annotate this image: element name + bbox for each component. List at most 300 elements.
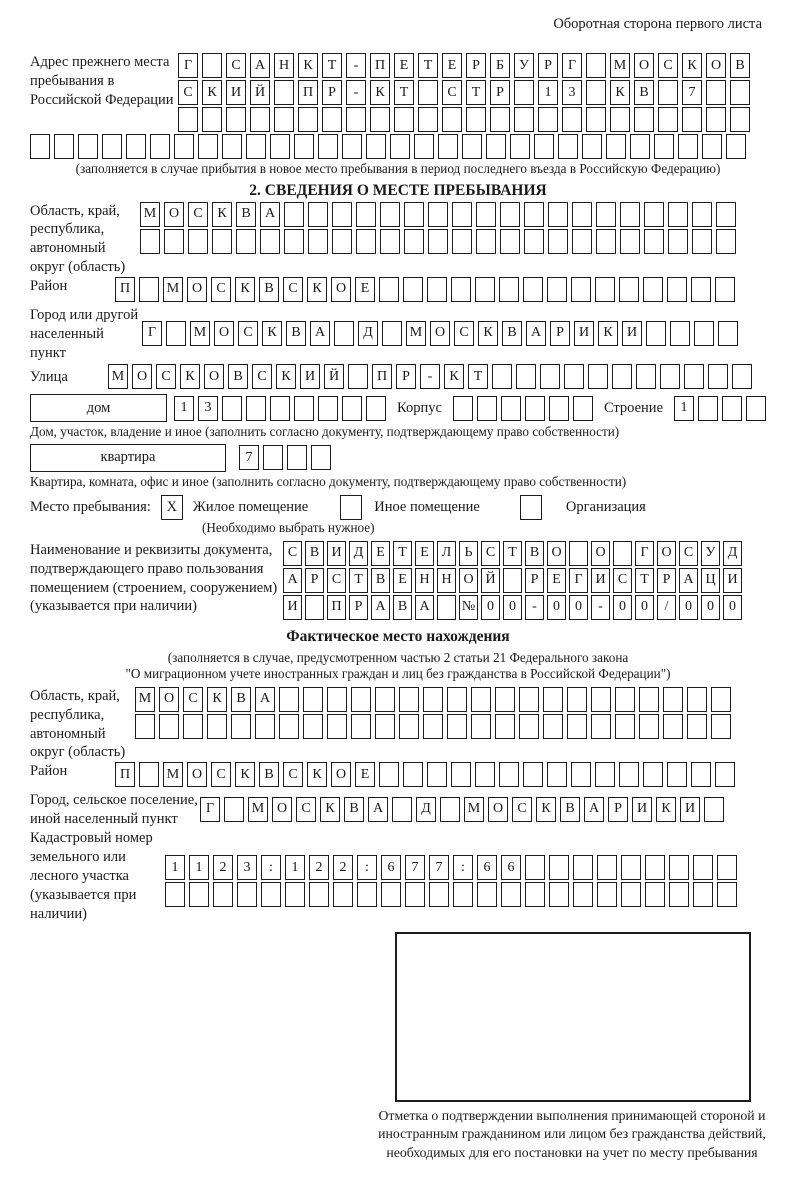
char-cell[interactable]: С <box>188 202 208 227</box>
char-cell[interactable] <box>549 396 569 421</box>
char-cell[interactable]: С <box>238 321 258 346</box>
char-cell[interactable]: Р <box>466 53 486 78</box>
char-cell[interactable]: Е <box>355 277 375 302</box>
char-cell[interactable]: И <box>574 321 594 346</box>
char-cell[interactable]: К <box>298 53 318 78</box>
char-cell[interactable]: С <box>156 364 176 389</box>
char-cell[interactable]: К <box>262 321 282 346</box>
char-cell[interactable] <box>139 277 159 302</box>
char-cell[interactable] <box>514 107 534 132</box>
char-cell[interactable] <box>255 714 275 739</box>
char-cell[interactable] <box>596 202 616 227</box>
char-cell[interactable] <box>567 714 587 739</box>
char-cell[interactable] <box>476 202 496 227</box>
char-cell[interactable] <box>586 80 606 105</box>
char-cell[interactable]: 7 <box>429 855 449 880</box>
char-cell[interactable] <box>428 229 448 254</box>
char-cell[interactable]: Т <box>468 364 488 389</box>
char-cell[interactable] <box>591 687 611 712</box>
char-cell[interactable] <box>380 229 400 254</box>
char-cell[interactable] <box>646 321 666 346</box>
char-cell[interactable] <box>663 687 683 712</box>
checkbox-residential[interactable]: X <box>161 495 183 520</box>
char-cell[interactable] <box>571 277 591 302</box>
char-cell[interactable]: 1 <box>674 396 694 421</box>
char-cell[interactable] <box>549 855 569 880</box>
char-cell[interactable] <box>726 134 746 159</box>
char-cell[interactable]: Т <box>466 80 486 105</box>
char-cell[interactable]: 3 <box>237 855 257 880</box>
char-cell[interactable] <box>718 321 738 346</box>
char-cell[interactable] <box>717 882 737 907</box>
char-cell[interactable] <box>525 855 545 880</box>
char-cell[interactable] <box>639 687 659 712</box>
char-cell[interactable]: 0 <box>503 595 522 620</box>
char-cell[interactable] <box>189 882 209 907</box>
char-cell[interactable] <box>390 134 410 159</box>
char-cell[interactable]: А <box>368 797 388 822</box>
char-cell[interactable] <box>501 882 521 907</box>
char-cell[interactable]: О <box>488 797 508 822</box>
char-cell[interactable]: Р <box>525 568 544 593</box>
char-cell[interactable]: И <box>327 541 346 566</box>
char-cell[interactable] <box>351 687 371 712</box>
char-cell[interactable]: С <box>442 80 462 105</box>
char-cell[interactable] <box>668 229 688 254</box>
char-cell[interactable] <box>452 229 472 254</box>
char-cell[interactable]: Г <box>142 321 162 346</box>
char-cell[interactable] <box>716 229 736 254</box>
char-cell[interactable]: № <box>459 595 478 620</box>
char-cell[interactable]: К <box>610 80 630 105</box>
char-cell[interactable] <box>582 134 602 159</box>
char-cell[interactable] <box>660 364 680 389</box>
char-cell[interactable] <box>237 882 257 907</box>
char-cell[interactable]: В <box>259 277 279 302</box>
char-cell[interactable]: - <box>346 53 366 78</box>
char-cell[interactable]: О <box>657 541 676 566</box>
char-cell[interactable] <box>503 568 522 593</box>
char-cell[interactable] <box>519 687 539 712</box>
char-cell[interactable] <box>510 134 530 159</box>
char-cell[interactable] <box>440 797 460 822</box>
char-cell[interactable]: Ц <box>701 568 720 593</box>
char-cell[interactable]: Т <box>349 568 368 593</box>
char-cell[interactable]: К <box>307 762 327 787</box>
char-cell[interactable]: К <box>478 321 498 346</box>
char-cell[interactable] <box>404 202 424 227</box>
char-cell[interactable] <box>471 687 491 712</box>
char-cell[interactable] <box>357 882 377 907</box>
char-cell[interactable] <box>708 364 728 389</box>
char-cell[interactable]: 1 <box>538 80 558 105</box>
char-cell[interactable] <box>183 714 203 739</box>
char-cell[interactable]: Д <box>723 541 742 566</box>
char-cell[interactable] <box>682 107 702 132</box>
char-cell[interactable]: В <box>305 541 324 566</box>
char-cell[interactable] <box>428 202 448 227</box>
char-cell[interactable] <box>693 855 713 880</box>
char-cell[interactable] <box>667 762 687 787</box>
char-cell[interactable] <box>516 364 536 389</box>
char-cell[interactable] <box>150 134 170 159</box>
char-cell[interactable]: О <box>634 53 654 78</box>
char-cell[interactable] <box>534 134 554 159</box>
char-cell[interactable] <box>621 882 641 907</box>
char-cell[interactable] <box>564 364 584 389</box>
char-cell[interactable] <box>466 107 486 132</box>
char-cell[interactable]: О <box>459 568 478 593</box>
char-cell[interactable] <box>451 762 471 787</box>
char-cell[interactable]: 3 <box>562 80 582 105</box>
char-cell[interactable] <box>586 53 606 78</box>
char-cell[interactable]: В <box>286 321 306 346</box>
char-cell[interactable] <box>586 107 606 132</box>
char-cell[interactable]: 0 <box>547 595 566 620</box>
char-cell[interactable]: Т <box>322 53 342 78</box>
char-cell[interactable] <box>597 882 617 907</box>
char-cell[interactable]: С <box>481 541 500 566</box>
char-cell[interactable] <box>442 107 462 132</box>
char-cell[interactable] <box>597 855 617 880</box>
char-cell[interactable] <box>732 364 752 389</box>
char-cell[interactable] <box>382 321 402 346</box>
char-cell[interactable] <box>263 445 283 470</box>
char-cell[interactable]: О <box>547 541 566 566</box>
char-cell[interactable] <box>717 855 737 880</box>
char-cell[interactable]: Е <box>355 762 375 787</box>
char-cell[interactable] <box>334 321 354 346</box>
char-cell[interactable] <box>619 277 639 302</box>
char-cell[interactable]: Й <box>250 80 270 105</box>
char-cell[interactable]: А <box>255 687 275 712</box>
char-cell[interactable]: Д <box>358 321 378 346</box>
char-cell[interactable] <box>279 714 299 739</box>
char-cell[interactable]: М <box>610 53 630 78</box>
char-cell[interactable]: Д <box>416 797 436 822</box>
char-cell[interactable]: Р <box>657 568 676 593</box>
char-cell[interactable] <box>612 364 632 389</box>
char-cell[interactable]: Й <box>324 364 344 389</box>
char-cell[interactable] <box>309 882 329 907</box>
char-cell[interactable]: М <box>464 797 484 822</box>
char-cell[interactable]: Р <box>396 364 416 389</box>
char-cell[interactable]: П <box>115 762 135 787</box>
char-cell[interactable] <box>453 396 473 421</box>
char-cell[interactable] <box>231 714 251 739</box>
char-cell[interactable] <box>722 396 742 421</box>
char-cell[interactable]: К <box>307 277 327 302</box>
char-cell[interactable] <box>658 107 678 132</box>
char-cell[interactable]: К <box>444 364 464 389</box>
char-cell[interactable] <box>427 277 447 302</box>
char-cell[interactable] <box>303 714 323 739</box>
char-cell[interactable]: 2 <box>333 855 353 880</box>
char-cell[interactable] <box>438 134 458 159</box>
char-cell[interactable]: К <box>235 277 255 302</box>
char-cell[interactable]: - <box>346 80 366 105</box>
char-cell[interactable] <box>327 714 347 739</box>
char-cell[interactable] <box>164 229 184 254</box>
char-cell[interactable]: О <box>272 797 292 822</box>
char-cell[interactable] <box>285 882 305 907</box>
char-cell[interactable] <box>236 229 256 254</box>
char-cell[interactable] <box>524 202 544 227</box>
char-cell[interactable]: Д <box>349 541 368 566</box>
char-cell[interactable] <box>451 277 471 302</box>
char-cell[interactable]: Ь <box>459 541 478 566</box>
char-cell[interactable]: О <box>132 364 152 389</box>
char-cell[interactable] <box>423 714 443 739</box>
char-cell[interactable] <box>543 687 563 712</box>
char-cell[interactable] <box>78 134 98 159</box>
char-cell[interactable]: Р <box>322 80 342 105</box>
char-cell[interactable]: Н <box>415 568 434 593</box>
char-cell[interactable] <box>303 687 323 712</box>
char-cell[interactable] <box>392 797 412 822</box>
char-cell[interactable] <box>704 797 724 822</box>
char-cell[interactable]: Р <box>490 80 510 105</box>
char-cell[interactable]: : <box>357 855 377 880</box>
char-cell[interactable] <box>342 134 362 159</box>
char-cell[interactable] <box>573 882 593 907</box>
char-cell[interactable] <box>595 762 615 787</box>
char-cell[interactable]: Р <box>538 53 558 78</box>
char-cell[interactable] <box>591 714 611 739</box>
char-cell[interactable]: В <box>259 762 279 787</box>
char-cell[interactable]: И <box>283 595 302 620</box>
char-cell[interactable] <box>222 134 242 159</box>
char-cell[interactable]: И <box>680 797 700 822</box>
char-cell[interactable] <box>500 202 520 227</box>
char-cell[interactable]: М <box>163 762 183 787</box>
char-cell[interactable] <box>643 762 663 787</box>
char-cell[interactable]: 3 <box>198 396 218 421</box>
char-cell[interactable] <box>477 882 497 907</box>
char-cell[interactable]: Г <box>178 53 198 78</box>
char-cell[interactable]: 6 <box>501 855 521 880</box>
char-cell[interactable] <box>613 541 632 566</box>
char-cell[interactable] <box>404 229 424 254</box>
char-cell[interactable] <box>202 107 222 132</box>
char-cell[interactable] <box>499 762 519 787</box>
char-cell[interactable] <box>246 396 266 421</box>
char-cell[interactable]: Е <box>415 541 434 566</box>
char-cell[interactable] <box>572 202 592 227</box>
char-cell[interactable] <box>490 107 510 132</box>
char-cell[interactable] <box>375 714 395 739</box>
char-cell[interactable]: 0 <box>679 595 698 620</box>
char-cell[interactable]: П <box>298 80 318 105</box>
char-cell[interactable] <box>572 229 592 254</box>
char-cell[interactable] <box>610 107 630 132</box>
char-cell[interactable] <box>403 277 423 302</box>
char-cell[interactable]: Й <box>481 568 500 593</box>
char-cell[interactable] <box>543 714 563 739</box>
char-cell[interactable] <box>524 229 544 254</box>
char-cell[interactable] <box>207 714 227 739</box>
char-cell[interactable]: М <box>190 321 210 346</box>
char-cell[interactable] <box>615 687 635 712</box>
char-cell[interactable] <box>519 714 539 739</box>
char-cell[interactable] <box>226 107 246 132</box>
char-cell[interactable]: В <box>371 568 390 593</box>
char-cell[interactable] <box>573 396 593 421</box>
char-cell[interactable] <box>294 396 314 421</box>
char-cell[interactable]: В <box>634 80 654 105</box>
char-cell[interactable]: И <box>591 568 610 593</box>
char-cell[interactable]: В <box>236 202 256 227</box>
char-cell[interactable] <box>333 882 353 907</box>
char-cell[interactable] <box>213 882 233 907</box>
char-cell[interactable] <box>294 134 314 159</box>
char-cell[interactable]: П <box>372 364 392 389</box>
char-cell[interactable] <box>668 202 688 227</box>
char-cell[interactable] <box>135 714 155 739</box>
char-cell[interactable] <box>298 107 318 132</box>
char-cell[interactable] <box>477 396 497 421</box>
char-cell[interactable] <box>588 364 608 389</box>
char-cell[interactable] <box>547 762 567 787</box>
char-cell[interactable] <box>375 687 395 712</box>
char-cell[interactable]: О <box>187 762 207 787</box>
char-cell[interactable] <box>327 687 347 712</box>
char-cell[interactable]: О <box>187 277 207 302</box>
char-cell[interactable] <box>486 134 506 159</box>
char-cell[interactable]: А <box>415 595 434 620</box>
char-cell[interactable] <box>399 714 419 739</box>
char-cell[interactable]: К <box>212 202 232 227</box>
char-cell[interactable] <box>351 714 371 739</box>
char-cell[interactable]: - <box>591 595 610 620</box>
char-cell[interactable]: 7 <box>405 855 425 880</box>
char-cell[interactable] <box>525 396 545 421</box>
char-cell[interactable]: К <box>276 364 296 389</box>
char-cell[interactable] <box>687 714 707 739</box>
char-cell[interactable]: Н <box>274 53 294 78</box>
char-cell[interactable] <box>418 107 438 132</box>
char-cell[interactable] <box>274 80 294 105</box>
char-cell[interactable]: К <box>235 762 255 787</box>
char-cell[interactable]: С <box>679 541 698 566</box>
char-cell[interactable] <box>287 445 307 470</box>
char-cell[interactable] <box>370 107 390 132</box>
char-cell[interactable] <box>305 595 324 620</box>
char-cell[interactable]: А <box>310 321 330 346</box>
char-cell[interactable] <box>691 277 711 302</box>
char-cell[interactable] <box>126 134 146 159</box>
checkbox-other-premises[interactable] <box>340 495 362 520</box>
char-cell[interactable]: 1 <box>174 396 194 421</box>
char-cell[interactable]: Р <box>550 321 570 346</box>
char-cell[interactable] <box>452 202 472 227</box>
char-cell[interactable] <box>418 80 438 105</box>
char-cell[interactable] <box>379 762 399 787</box>
char-cell[interactable] <box>702 134 722 159</box>
char-cell[interactable] <box>139 762 159 787</box>
char-cell[interactable]: С <box>613 568 632 593</box>
char-cell[interactable] <box>495 687 515 712</box>
char-cell[interactable]: С <box>283 541 302 566</box>
char-cell[interactable] <box>462 134 482 159</box>
char-cell[interactable] <box>429 882 449 907</box>
char-cell[interactable] <box>692 229 712 254</box>
char-cell[interactable] <box>654 134 674 159</box>
char-cell[interactable]: 0 <box>569 595 588 620</box>
char-cell[interactable]: С <box>512 797 532 822</box>
char-cell[interactable] <box>716 202 736 227</box>
char-cell[interactable] <box>30 134 50 159</box>
char-cell[interactable]: А <box>679 568 698 593</box>
char-cell[interactable]: Е <box>371 541 390 566</box>
char-cell[interactable] <box>746 396 766 421</box>
char-cell[interactable] <box>514 80 534 105</box>
char-cell[interactable] <box>567 687 587 712</box>
char-cell[interactable] <box>322 107 342 132</box>
char-cell[interactable]: С <box>454 321 474 346</box>
char-cell[interactable] <box>198 134 218 159</box>
char-cell[interactable] <box>538 107 558 132</box>
char-cell[interactable]: 7 <box>682 80 702 105</box>
char-cell[interactable]: 1 <box>189 855 209 880</box>
char-cell[interactable] <box>308 229 328 254</box>
char-cell[interactable]: О <box>331 762 351 787</box>
char-cell[interactable]: М <box>135 687 155 712</box>
char-cell[interactable]: Г <box>200 797 220 822</box>
char-cell[interactable]: 0 <box>723 595 742 620</box>
char-cell[interactable] <box>669 855 689 880</box>
char-cell[interactable] <box>423 687 443 712</box>
char-cell[interactable] <box>706 80 726 105</box>
char-cell[interactable] <box>366 134 386 159</box>
char-cell[interactable]: - <box>420 364 440 389</box>
char-cell[interactable]: К <box>202 80 222 105</box>
char-cell[interactable] <box>178 107 198 132</box>
char-cell[interactable] <box>475 762 495 787</box>
char-cell[interactable] <box>437 595 456 620</box>
char-cell[interactable]: И <box>632 797 652 822</box>
char-cell[interactable]: М <box>108 364 128 389</box>
char-cell[interactable]: К <box>370 80 390 105</box>
char-cell[interactable] <box>447 714 467 739</box>
char-cell[interactable] <box>620 229 640 254</box>
char-cell[interactable]: О <box>591 541 610 566</box>
char-cell[interactable]: О <box>164 202 184 227</box>
char-cell[interactable] <box>174 134 194 159</box>
char-cell[interactable]: Т <box>635 568 654 593</box>
char-cell[interactable] <box>615 714 635 739</box>
char-cell[interactable] <box>547 277 567 302</box>
char-cell[interactable] <box>606 134 626 159</box>
char-cell[interactable]: И <box>723 568 742 593</box>
char-cell[interactable] <box>636 364 656 389</box>
char-cell[interactable]: Т <box>418 53 438 78</box>
char-cell[interactable] <box>639 714 659 739</box>
char-cell[interactable]: О <box>331 277 351 302</box>
char-cell[interactable]: И <box>622 321 642 346</box>
char-cell[interactable]: Н <box>437 568 456 593</box>
char-cell[interactable]: 2 <box>309 855 329 880</box>
char-cell[interactable] <box>274 107 294 132</box>
char-cell[interactable] <box>669 882 689 907</box>
char-cell[interactable]: В <box>560 797 580 822</box>
char-cell[interactable] <box>212 229 232 254</box>
char-cell[interactable]: С <box>211 762 231 787</box>
char-cell[interactable]: В <box>525 541 544 566</box>
char-cell[interactable] <box>645 855 665 880</box>
char-cell[interactable] <box>261 882 281 907</box>
char-cell[interactable] <box>694 321 714 346</box>
